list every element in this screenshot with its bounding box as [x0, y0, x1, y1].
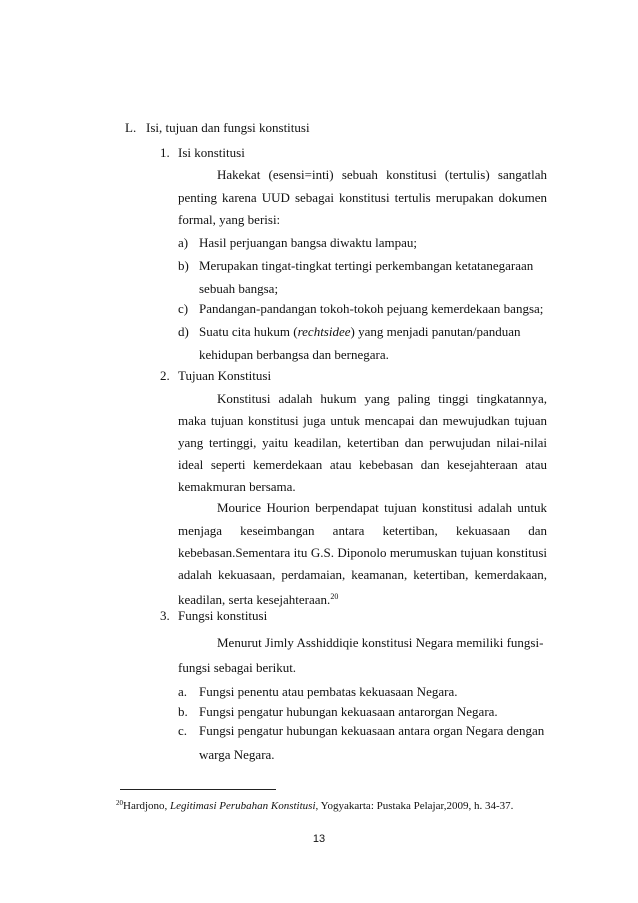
list-marker: b.: [178, 704, 188, 719]
list-marker: c): [178, 301, 189, 316]
sub3-title: Fungsi konstitusi: [178, 608, 268, 623]
page-number: 13: [312, 833, 326, 845]
list-marker: c.: [178, 723, 188, 738]
sub2-para-line: maka tujuan konstitusi juga untuk mencapai dan mewujudkan tujuan: [178, 413, 547, 428]
sub2-para2-line: kebebasan.Sementara itu G.S. Diponolo merumuskan tujuan konstitusi: [178, 545, 547, 560]
sub1-title: Isi konstitusi: [178, 145, 245, 160]
list-marker: b): [178, 258, 189, 273]
sub2-para2-line: Mourice Hourion berpendapat tujuan konstitusi adalah untuk: [217, 500, 547, 515]
sub2-para-line: ideal seperti kemerdekaan atau kebebasan dan kesejahteraan atau: [178, 457, 547, 472]
sub2-para2-line: [178, 589, 338, 608]
sub3-marker: 3.: [160, 608, 170, 623]
sub2-marker: 2.: [160, 368, 170, 383]
sub2-title: Tujuan Konstitusi: [178, 368, 272, 383]
list-item: Merupakan tingat-tingkat tertingi perkembangan ketatanegaraan: [199, 258, 534, 273]
list-item: Fungsi pengatur hubungan kekuasaan antara organ Negara dengan: [199, 723, 545, 738]
footnote-title: Legitimasi Perubahan Konstitusi: [170, 800, 316, 812]
sub1-para-line: penting karena UUD sebagai konstitusi tertulis merupakan dokumen: [178, 190, 547, 205]
footnote-number: 20: [116, 799, 123, 807]
sub2-para2-line: menjaga keseimbangan antara ketertiban, kekuasaan dan: [178, 523, 547, 538]
sub2-para-line: yang tertinggi, yaitu keadilan, ketertiban dan perwujudan nilai-nilai: [178, 435, 547, 450]
sub2-para2-text: keadilan, serta kesejahteraan.: [178, 592, 331, 607]
list-item-continued: sebuah bangsa;: [199, 281, 279, 296]
section-title: Isi, tujuan dan fungsi konstitusi: [146, 120, 310, 135]
sub3-para-line: fungsi sebagai berikut.: [178, 660, 297, 675]
italic-term: rechtsidee: [297, 324, 351, 339]
footnote-separator: [120, 789, 276, 790]
list-text: ) yang menjadi panutan/panduan: [350, 324, 521, 339]
sub3-para-line: Menurut Jimly Asshiddiqie konstitusi Negara memiliki fungsi-: [217, 635, 544, 650]
sub2-para2-line: adalah kekuasaan, perdamaian, keamanan, ketertiban, kemerdakaan,: [178, 567, 547, 582]
list-marker: a): [178, 235, 189, 250]
list-item: Pandangan-pandangan tokoh-tokoh pejuang kemerdekaan bangsa;: [199, 301, 544, 316]
list-item: Hasil perjuangan bangsa diwaktu lampau;: [199, 235, 418, 250]
footnote: [116, 796, 513, 813]
sub2-para-line: Konstitusi adalah hukum yang paling tinggi tingkatannya,: [217, 391, 547, 406]
list-item: Fungsi pengatur hubungan kekuasaan antarorgan Negara.: [199, 704, 498, 719]
list-marker: d): [178, 324, 189, 339]
list-text: Suatu cita hukum (: [199, 324, 298, 339]
sub1-marker: 1.: [160, 145, 170, 160]
footnote-reference[interactable]: 20: [330, 592, 339, 601]
sub1-para-line: Hakekat (esensi=inti) sebuah konstitusi (tertulis) sangatlah: [217, 167, 547, 182]
section-marker: L.: [125, 120, 137, 135]
list-item: Fungsi penentu atau pembatas kekuasaan Negara.: [199, 684, 458, 699]
sub1-para-line: formal, yang berisi:: [178, 212, 281, 227]
footnote-author: Hardjono,: [123, 800, 171, 812]
list-item: [199, 324, 521, 340]
list-marker: a.: [178, 684, 188, 699]
list-item-continued: warga Negara.: [199, 747, 275, 762]
footnote-publisher: , Yogyakarta: Pustaka Pelajar,2009, h. 34-37.: [315, 800, 514, 812]
list-item-continued: kehidupan berbangsa dan bernegara.: [199, 347, 389, 362]
sub2-para-line: kemakmuran bersama.: [178, 479, 296, 494]
